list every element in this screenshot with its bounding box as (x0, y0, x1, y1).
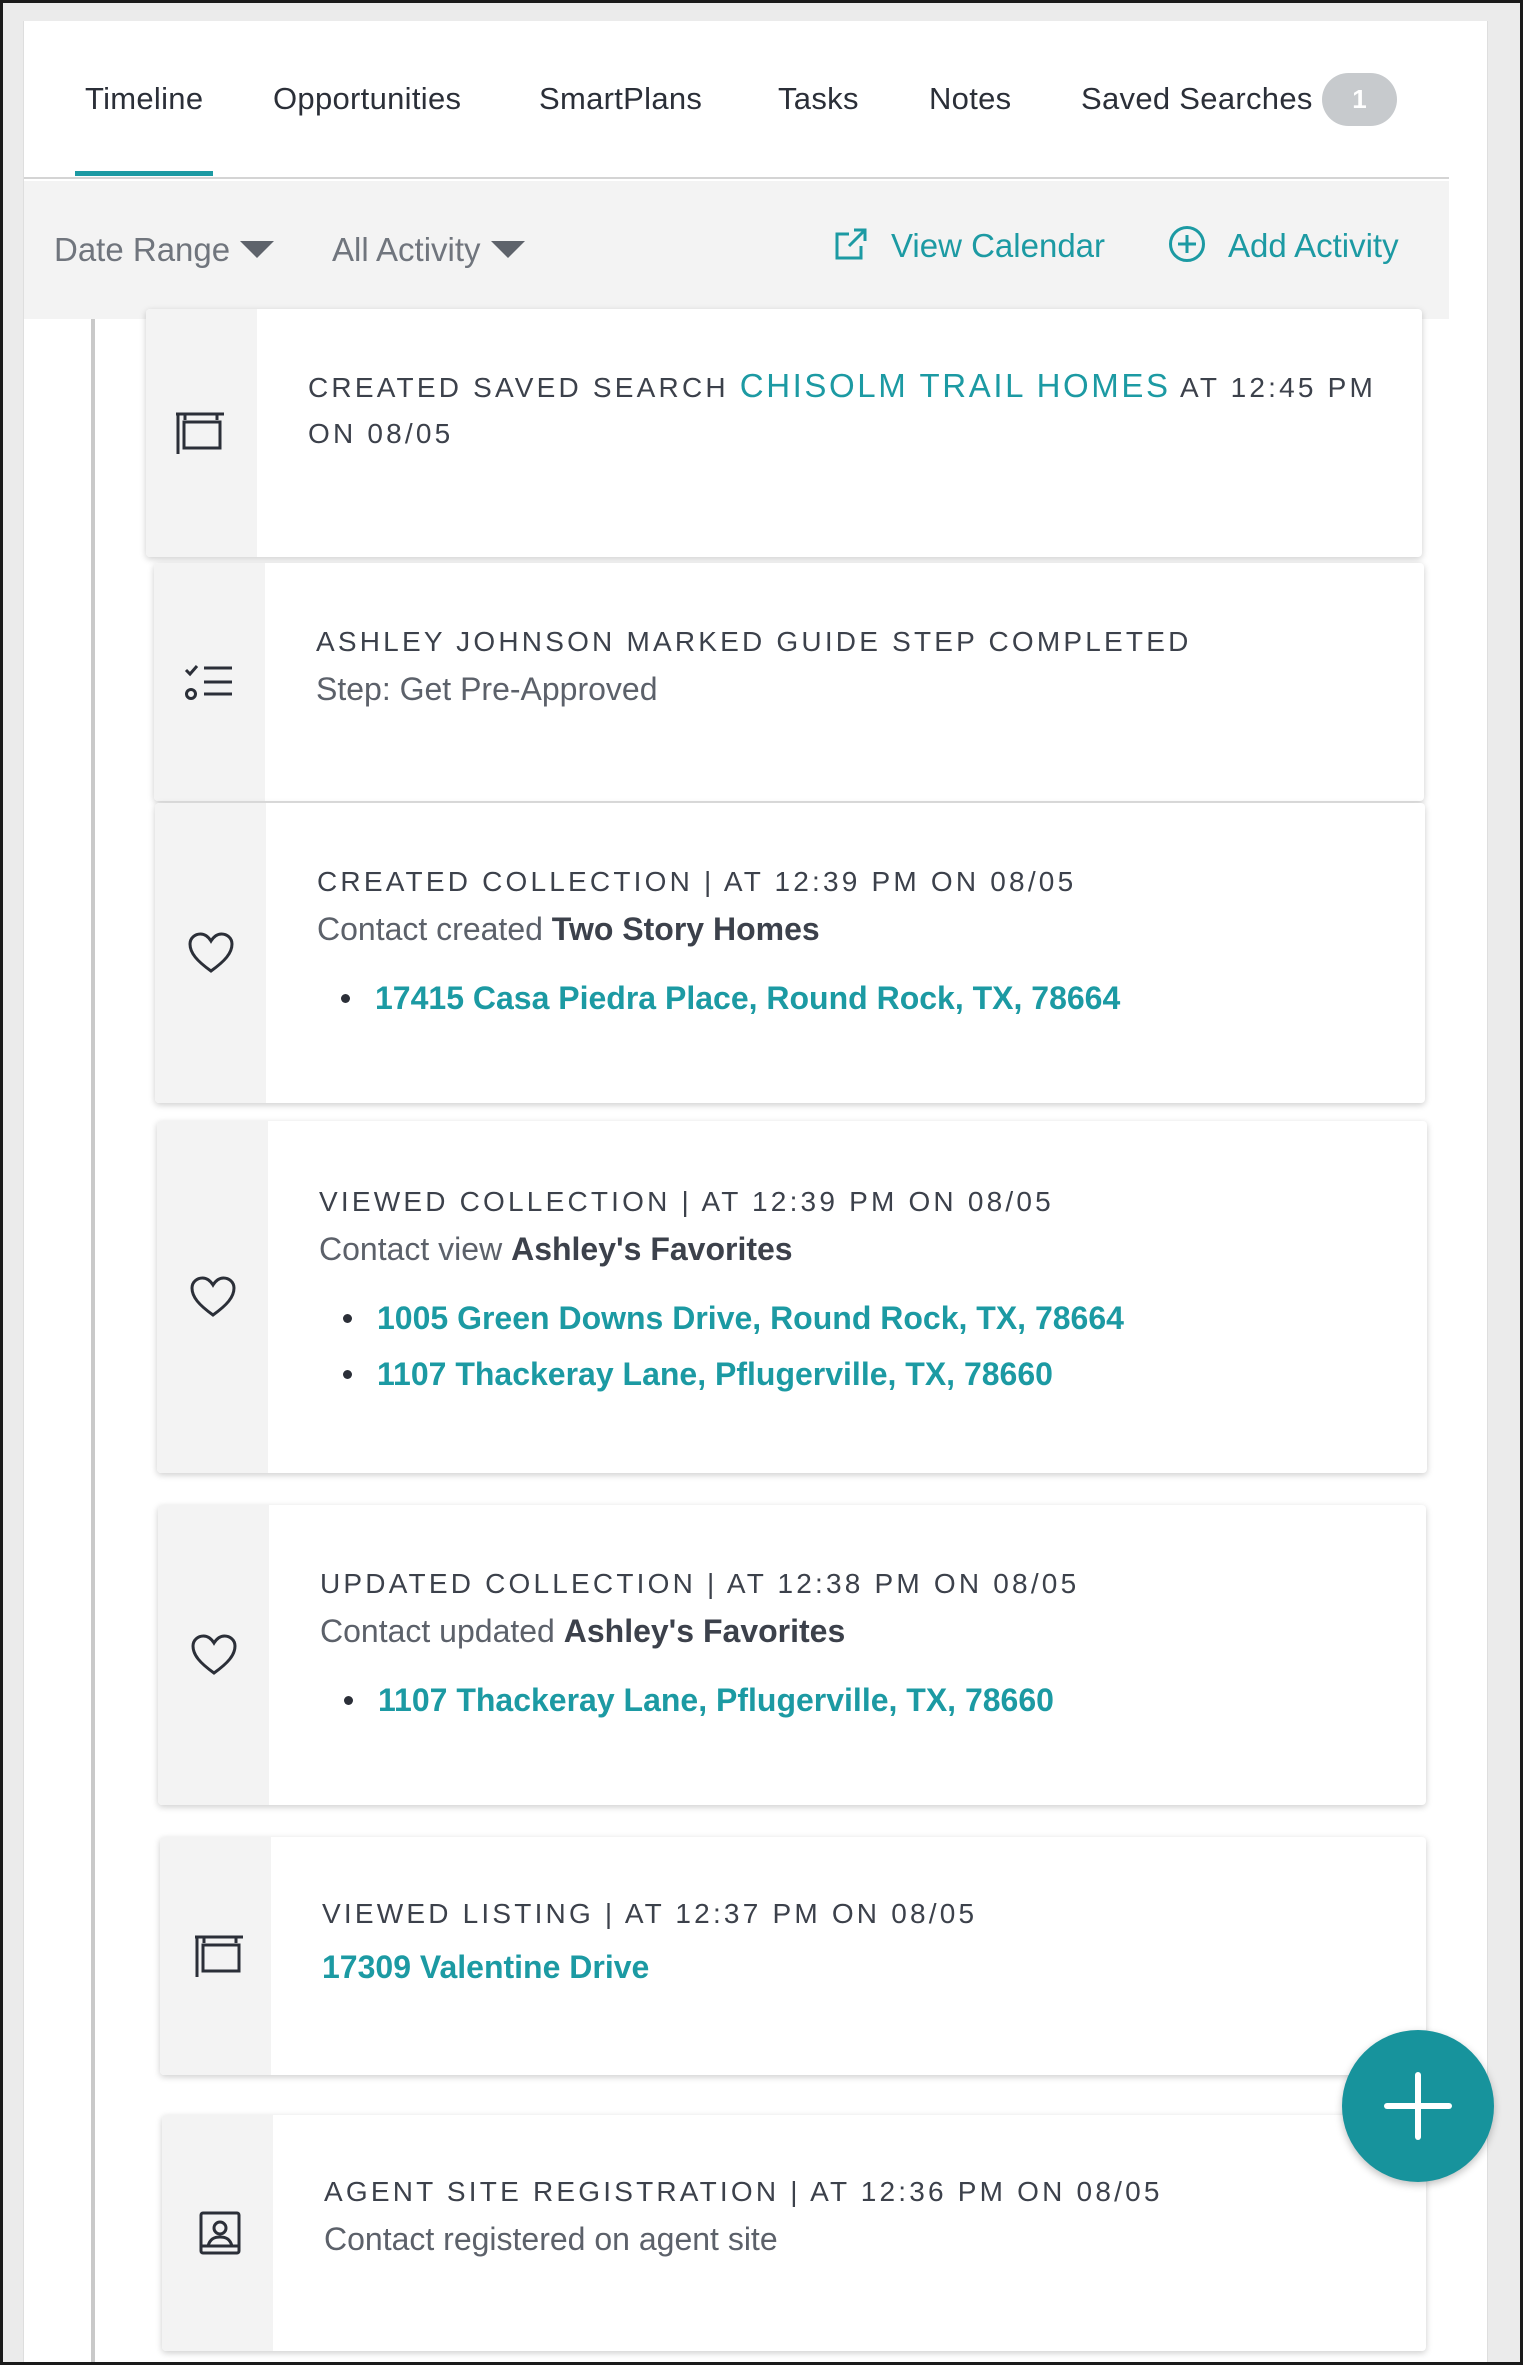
event-body (317, 859, 1415, 1026)
property-link-list (317, 970, 1415, 1026)
contact-activity-panel (23, 21, 1488, 2365)
filter-bar (24, 181, 1449, 319)
activity-type-label: All Activity (332, 231, 481, 268)
event-description-text: Contact view (319, 1231, 512, 1267)
event-icon-column (155, 803, 266, 1103)
event-heading: AGENT SITE REGISTRATION | AT 12:36 PM ON 08/05 (324, 2176, 1163, 2207)
event-heading: ASHLEY JOHNSON MARKED GUIDE STEP COMPLETED (316, 626, 1192, 657)
date-range-label: Date Range (54, 231, 231, 268)
contact-card-icon (198, 2210, 242, 2256)
timeline-event-card (157, 1121, 1427, 1473)
tab-tasks[interactable]: Tasks (778, 81, 859, 116)
property-link[interactable]: 17415 Casa Piedra Place, Round Rock, TX, 78664 (375, 970, 1415, 1026)
caret-down-icon (491, 241, 525, 258)
event-icon-column (160, 1837, 271, 2075)
date-range-dropdown[interactable] (54, 231, 274, 269)
listing-link[interactable]: 17309 Valentine Drive (322, 1949, 650, 1985)
event-icon-column (162, 2115, 273, 2351)
event-timestamp: AT 12:45 PM ON 08/05 (308, 372, 1377, 449)
property-link-list (319, 1290, 1417, 1402)
event-icon-column (154, 563, 265, 801)
tab-opportunities[interactable]: Opportunities (273, 81, 462, 116)
event-body (320, 1561, 1416, 1728)
property-link-list (320, 1672, 1416, 1728)
event-body (319, 1179, 1417, 1402)
event-description-text: Contact updated (320, 1613, 564, 1649)
timeline-event-card (162, 2115, 1426, 2351)
event-body (308, 363, 1412, 457)
active-tab-indicator (75, 171, 213, 176)
event-description (317, 911, 1415, 948)
property-link[interactable]: 1005 Green Downs Drive, Round Rock, TX, 78664 (377, 1290, 1417, 1346)
timeline-event-card (155, 803, 1425, 1103)
event-heading (308, 363, 1412, 457)
event-body (322, 1891, 1416, 1986)
view-calendar-link[interactable] (833, 227, 1105, 265)
event-icon-column (158, 1505, 269, 1805)
add-activity-button[interactable] (1168, 227, 1399, 265)
checklist-icon (184, 662, 236, 702)
event-heading: UPDATED COLLECTION | AT 12:38 PM ON 08/05 (320, 1568, 1080, 1599)
event-description: Step: Get Pre-Approved (316, 671, 658, 707)
heart-icon (189, 1275, 237, 1319)
tab-bar (24, 21, 1449, 179)
timeline-event-card (160, 1837, 1426, 2075)
event-heading: CREATED COLLECTION | AT 12:39 PM ON 08/05 (317, 866, 1077, 897)
saved-search-link[interactable]: CHISOLM TRAIL HOMES (739, 367, 1171, 404)
event-description (320, 1613, 1416, 1650)
timeline-event-card (146, 309, 1422, 557)
event-description-text: Contact created (317, 911, 552, 947)
plus-circle-icon (1168, 225, 1206, 263)
event-body (316, 619, 1414, 708)
event-description (319, 1231, 1417, 1268)
listing-sign-icon (174, 410, 226, 456)
caret-down-icon (240, 241, 274, 258)
heart-icon (190, 1633, 238, 1677)
tab-timeline[interactable]: Timeline (85, 81, 204, 116)
event-body (324, 2169, 1416, 2258)
external-link-icon (833, 226, 869, 262)
listing-sign-icon (193, 1933, 245, 1979)
tab-saved-searches[interactable]: Saved Searches (1081, 81, 1313, 116)
property-link[interactable]: 1107 Thackeray Lane, Pflugerville, TX, 78660 (377, 1346, 1417, 1402)
timeline-event-card (158, 1505, 1426, 1805)
tab-notes[interactable]: Notes (929, 81, 1012, 116)
event-icon-column (146, 309, 257, 557)
tab-smartplans[interactable]: SmartPlans (539, 81, 703, 116)
saved-searches-count-badge: 1 (1322, 73, 1397, 126)
activity-type-dropdown[interactable] (332, 231, 525, 269)
collection-name: Ashley's Favorites (511, 1231, 793, 1267)
event-icon-column (157, 1121, 268, 1473)
collection-name: Two Story Homes (551, 911, 820, 947)
collection-name: Ashley's Favorites (563, 1613, 846, 1649)
event-heading-text: CREATED SAVED SEARCH (308, 372, 740, 403)
event-heading: VIEWED LISTING | AT 12:37 PM ON 08/05 (322, 1898, 978, 1929)
add-floating-action-button[interactable] (1342, 2030, 1494, 2182)
heart-icon (187, 931, 235, 975)
timeline-event-card (154, 563, 1424, 801)
view-calendar-label: View Calendar (891, 227, 1106, 264)
add-activity-label: Add Activity (1228, 227, 1399, 264)
event-description: Contact registered on agent site (324, 2221, 778, 2257)
property-link[interactable]: 1107 Thackeray Lane, Pflugerville, TX, 78660 (378, 1672, 1416, 1728)
timeline-rail (91, 319, 95, 2365)
event-heading: VIEWED COLLECTION | AT 12:39 PM ON 08/05 (319, 1186, 1054, 1217)
